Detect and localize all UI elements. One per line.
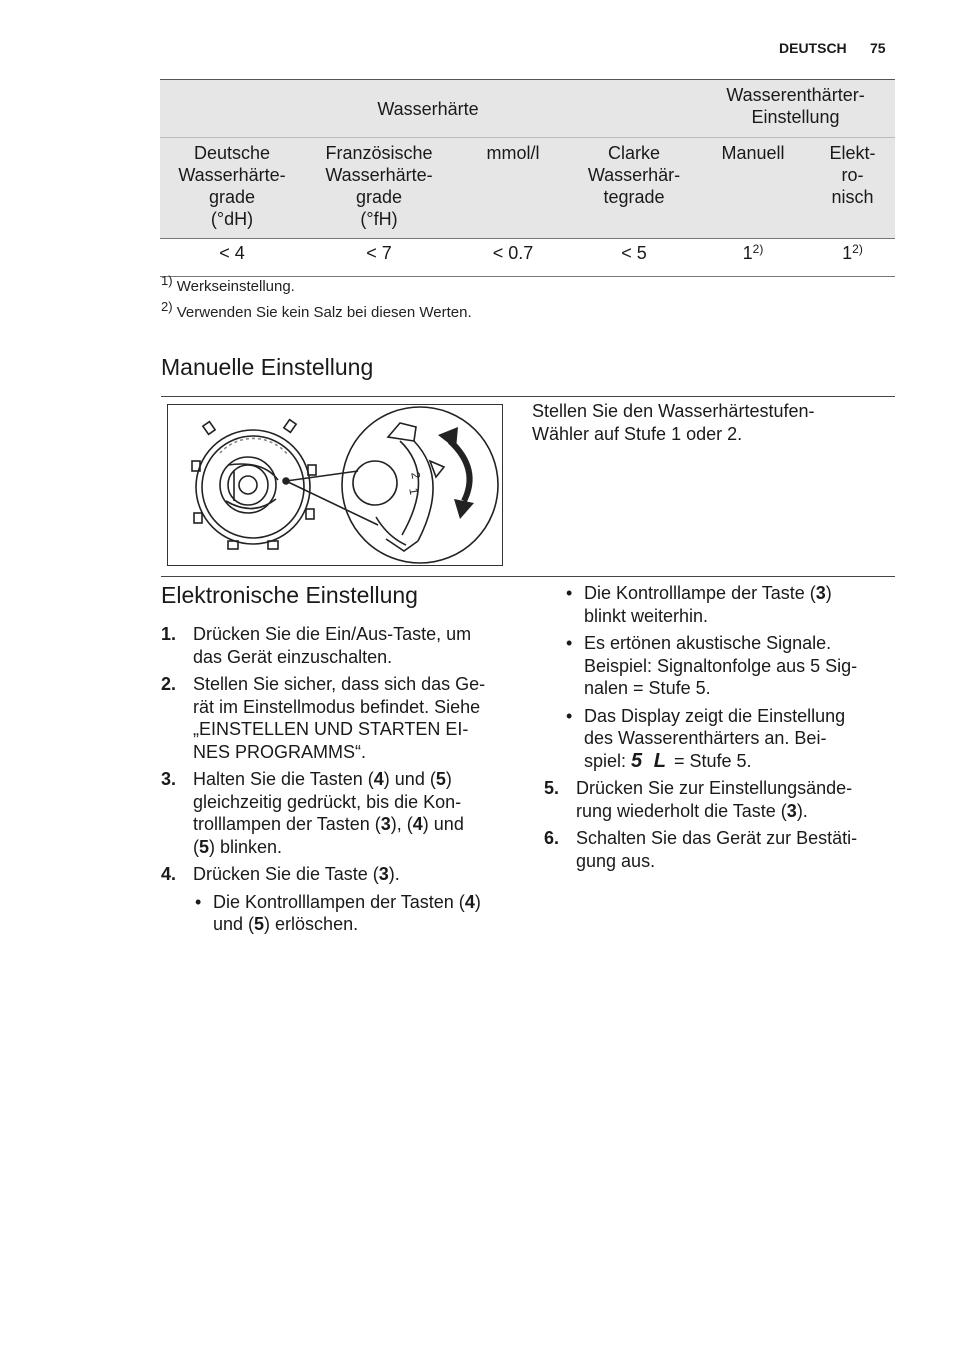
header-line: Wasserhärte- bbox=[178, 165, 286, 185]
text-line: Stellen Sie sicher, dass sich das Ge- bbox=[193, 674, 486, 694]
text-line: gung aus. bbox=[576, 850, 656, 871]
text-line bbox=[213, 891, 513, 914]
text-line: des Wasserenthärters an. Bei- bbox=[584, 728, 827, 748]
step-number: 6. bbox=[544, 828, 560, 848]
header-line: nisch bbox=[831, 187, 874, 207]
text-line: Drücken Sie zur Einstellungsände- bbox=[576, 778, 853, 798]
step-number: 5. bbox=[544, 778, 560, 798]
key-ref: 5 bbox=[435, 769, 446, 789]
cell-clarke: < 5 bbox=[572, 239, 696, 277]
col-header-mmol bbox=[454, 138, 572, 239]
step-4 bbox=[161, 863, 513, 936]
text-line: Schalten Sie das Gerät zur Bestäti- bbox=[576, 828, 858, 848]
text-fragment: = Stufe 5. bbox=[673, 750, 752, 771]
text-line: Wähler auf Stufe 1 oder 2. bbox=[532, 423, 743, 444]
table-group-header-row bbox=[160, 80, 895, 138]
text-fragment: ) blinken. bbox=[209, 836, 283, 857]
footnote-ref: 2) bbox=[852, 242, 863, 256]
text-fragment: Die Kontrolllampen der Tasten ( bbox=[213, 891, 465, 912]
col-header-electronic bbox=[810, 138, 895, 239]
footnote-mark: 1) bbox=[161, 273, 173, 288]
step-number: 3. bbox=[161, 769, 177, 789]
cell-fh: < 7 bbox=[304, 239, 454, 277]
header-water-hardness: Wasserhärte bbox=[160, 80, 696, 138]
section-divider bbox=[161, 396, 895, 397]
text-line bbox=[193, 863, 513, 886]
step-3 bbox=[161, 768, 513, 858]
footnote-mark: 2) bbox=[161, 299, 173, 314]
table-row bbox=[160, 239, 895, 277]
text-line: blinkt weiterhin. bbox=[584, 605, 709, 626]
text-fragment: trolllampen der Tasten ( bbox=[193, 814, 381, 834]
text-line: rät im Einstellmodus befindet. Siehe bbox=[193, 696, 481, 717]
text-fragment: ) erlöschen. bbox=[264, 914, 359, 934]
col-header-dh bbox=[160, 138, 304, 239]
text-line: nalen = Stufe 5. bbox=[584, 678, 711, 698]
key-ref: 4 bbox=[373, 769, 384, 789]
text-fragment: ). bbox=[796, 800, 808, 821]
header-line: Wasserhärte- bbox=[325, 165, 433, 185]
header-line: grade bbox=[355, 187, 403, 207]
header-line: ro- bbox=[841, 165, 864, 185]
step-6 bbox=[544, 827, 896, 872]
text-fragment: ) bbox=[445, 769, 452, 789]
header-line: tegrade bbox=[603, 187, 665, 207]
key-ref: 5 bbox=[199, 836, 210, 857]
text-fragment: Die Kontrolllampe der Taste ( bbox=[584, 583, 816, 603]
text-fragment: ), ( bbox=[390, 814, 413, 834]
electronic-steps-right bbox=[544, 582, 896, 877]
header-line: Elekt- bbox=[829, 143, 876, 163]
text-fragment: ). bbox=[388, 864, 400, 884]
text-line: Stellen Sie den Wasserhärtestufen- bbox=[532, 401, 815, 421]
text-fragment: ) und ( bbox=[383, 769, 436, 789]
bullet-item bbox=[564, 582, 896, 627]
header-line: Wasserenthärter- bbox=[726, 85, 865, 105]
key-ref: 3 bbox=[380, 814, 391, 834]
electronic-steps-left bbox=[161, 623, 513, 941]
table-column-header-row bbox=[160, 138, 895, 239]
header-line: (°dH) bbox=[210, 209, 254, 229]
text-line bbox=[193, 836, 513, 859]
text-line: Drücken Sie die Ein/Aus-Taste, um bbox=[193, 624, 472, 644]
header-line: grade bbox=[208, 187, 256, 207]
text-line: NES PROGRAMMS“. bbox=[193, 741, 367, 762]
step-number: 2. bbox=[161, 674, 177, 694]
text-fragment: ( bbox=[193, 836, 199, 857]
cell-mmol: < 0.7 bbox=[454, 239, 572, 277]
footnote-2 bbox=[161, 299, 472, 321]
section-divider bbox=[161, 576, 895, 577]
cell-value: 1 bbox=[842, 243, 853, 263]
display-readout: 5 L bbox=[631, 749, 669, 772]
page-language: DEUTSCH bbox=[779, 40, 847, 56]
water-hardness-selector-drawing bbox=[168, 405, 502, 565]
dial-label-2: 2 bbox=[408, 470, 424, 480]
text-fragment: ) bbox=[825, 583, 832, 603]
page-number: 75 bbox=[870, 40, 886, 56]
section-title-manual: Manuelle Einstellung bbox=[161, 354, 374, 380]
header-line: Deutsche bbox=[193, 143, 271, 163]
step-2 bbox=[161, 673, 513, 763]
cell-manual bbox=[696, 239, 810, 277]
bullet-item bbox=[564, 705, 896, 773]
header-line: (°fH) bbox=[360, 209, 398, 229]
header-line: Manuell bbox=[721, 143, 785, 163]
col-header-clarke bbox=[572, 138, 696, 239]
text-fragment: rung wiederholt die Taste ( bbox=[576, 800, 787, 821]
text-fragment: Drücken Sie die Taste ( bbox=[193, 864, 379, 884]
bullet-item bbox=[564, 632, 896, 700]
header-line: mmol/l bbox=[486, 143, 540, 163]
header-line: Einstellung bbox=[751, 107, 840, 127]
col-header-manual bbox=[696, 138, 810, 239]
step-number: 4. bbox=[161, 864, 177, 884]
footnote-text: Verwenden Sie kein Salz bei diesen Werten. bbox=[176, 304, 472, 321]
text-line bbox=[576, 800, 896, 823]
text-fragment: spiel: bbox=[584, 750, 627, 771]
text-fragment: ) und bbox=[422, 814, 464, 834]
col-header-fh bbox=[304, 138, 454, 239]
key-ref: 4 bbox=[412, 814, 423, 834]
key-ref: 3 bbox=[378, 864, 389, 884]
text-line: Das Display zeigt die Einstellung bbox=[584, 705, 846, 726]
footnote-ref: 2) bbox=[752, 242, 764, 256]
cell-electronic bbox=[810, 239, 895, 277]
bullet-dot: • bbox=[195, 891, 202, 912]
dial-illustration bbox=[167, 404, 503, 566]
cell-dh: < 4 bbox=[160, 239, 304, 277]
text-line: gleichzeitig gedrückt, bis die Kon- bbox=[193, 791, 462, 812]
text-line: „EINSTELLEN UND STARTEN EI- bbox=[193, 719, 469, 739]
text-line bbox=[584, 582, 896, 605]
key-ref: 3 bbox=[815, 583, 826, 603]
water-hardness-table bbox=[160, 79, 895, 277]
header-line: Wasserhär- bbox=[587, 165, 681, 185]
key-ref: 4 bbox=[464, 891, 475, 912]
text-line bbox=[584, 750, 896, 773]
footnote-1 bbox=[161, 273, 295, 295]
text-line bbox=[193, 813, 513, 836]
key-ref: 5 bbox=[254, 914, 265, 934]
manual-instruction bbox=[532, 400, 894, 445]
bullet-dot: • bbox=[566, 583, 573, 603]
cell-value: 1 bbox=[742, 243, 753, 263]
bullet-dot: • bbox=[566, 705, 573, 726]
text-fragment: und ( bbox=[213, 914, 255, 934]
step-number: 1. bbox=[161, 624, 177, 644]
footnote-text: Werkseinstellung. bbox=[176, 278, 295, 295]
text-line: das Gerät einzuschalten. bbox=[193, 646, 393, 667]
text-line: Beispiel: Signaltonfolge aus 5 Sig- bbox=[584, 655, 858, 676]
dial-label-1: 1 bbox=[406, 486, 422, 496]
text-line: Es ertönen akustische Signale. bbox=[584, 633, 832, 653]
bullet-item bbox=[193, 891, 513, 936]
step-1 bbox=[161, 623, 513, 668]
text-fragment: Halten Sie die Tasten ( bbox=[193, 769, 374, 789]
text-line bbox=[213, 913, 513, 936]
header-softener-setting bbox=[696, 80, 895, 138]
section-title-electronic: Elektronische Einstellung bbox=[161, 582, 418, 608]
step-5 bbox=[544, 777, 896, 822]
key-ref: 3 bbox=[786, 800, 797, 821]
header-line: Clarke bbox=[607, 143, 660, 163]
text-fragment: ) bbox=[474, 891, 481, 912]
text-line bbox=[193, 768, 513, 791]
header-line: Französische bbox=[325, 143, 433, 163]
bullet-dot: • bbox=[566, 633, 573, 653]
